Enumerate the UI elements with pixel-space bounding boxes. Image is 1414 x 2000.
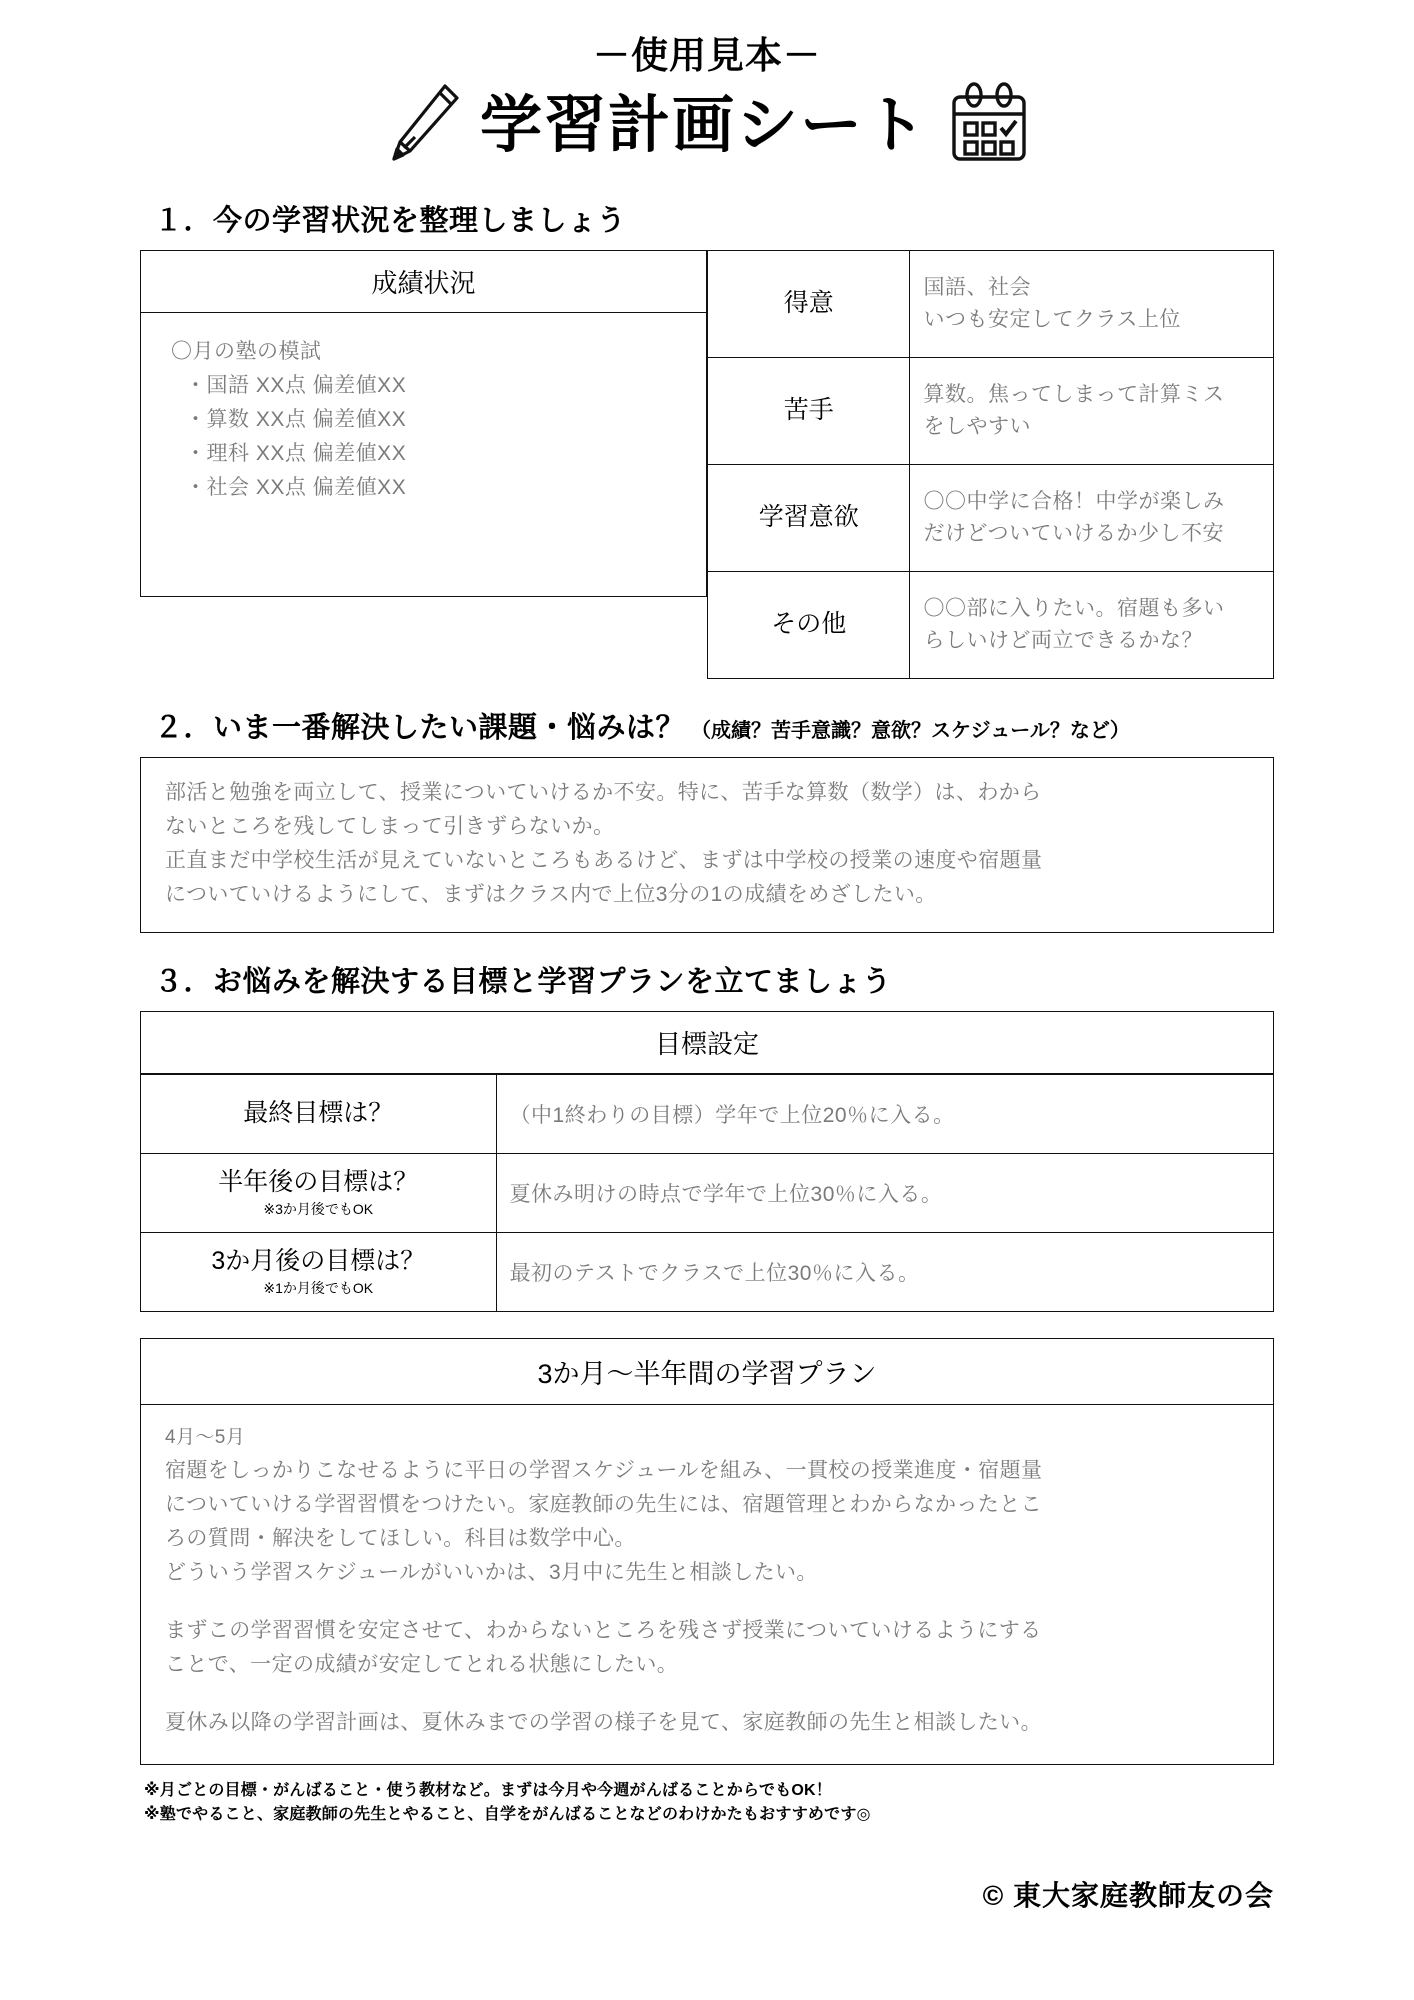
- plan-line: ろの質問・解決をしてほしい。科目は数学中心。: [165, 1526, 636, 1550]
- footer-note-1: ※月ごとの目標・がんばること・使う教材など。まずは今月や今週がんばることからでもOK！: [144, 1781, 832, 1799]
- goal-label: [141, 1232, 497, 1311]
- copyright: © 東大家庭教師友の会: [982, 1880, 1274, 1912]
- calendar-icon: [946, 81, 1032, 172]
- grades-panel: [140, 250, 707, 679]
- section3-heading: [154, 959, 1274, 1000]
- study-plan-body[interactable]: [140, 1405, 1274, 1765]
- profile-panel: [707, 250, 1274, 679]
- plan-line: 夏休み以降の学習計画は、夏休みまでの学習の様子を見て、家庭教師の先生と相談したい。: [165, 1710, 1042, 1734]
- goal-value[interactable]: （中1終わりの目標）学年で上位20％に入る。: [496, 1074, 1273, 1153]
- goal-setting-header: 目標設定: [140, 1011, 1274, 1074]
- goal-value[interactable]: 最初のテストでクラスで上位30％に入る。: [496, 1232, 1273, 1311]
- section1-table: [140, 250, 1274, 679]
- plan-line: 宿題をしっかりこなせるように平日の学習スケジュールを組み、一貫校の授業進度・宿題量: [165, 1458, 1043, 1482]
- profile-value: 〇〇中学に合格！中学が楽しみ だけどついていけるか少し不安: [910, 464, 1274, 571]
- table-row: [141, 1153, 1274, 1232]
- document-header: [140, 0, 1274, 172]
- profile-label: 学習意欲: [708, 464, 910, 571]
- table-row: [141, 1232, 1274, 1311]
- profile-label: 苦手: [708, 357, 910, 464]
- profile-value: 算数。焦ってしまって計算ミス をしやすい: [910, 357, 1274, 464]
- section2-line: についていけるようにして、まずはクラス内で上位3分の1の成績をめざしたい。: [165, 882, 937, 906]
- plan-period: 4月〜5月: [165, 1426, 246, 1448]
- goal-label-sub: ※1か月後でもOK: [263, 1279, 374, 1296]
- plan-line: まずこの学習習慣を安定させて、わからないところを残さず授業についていけるようにする: [165, 1618, 1042, 1642]
- section2-heading: [154, 705, 1274, 746]
- page-title: 学習計画シート: [479, 91, 928, 161]
- study-plan-header: 3か月〜半年間の学習プラン: [140, 1338, 1274, 1405]
- section2-line: 部活と勉強を両立して、授業についていけるか不安。特に、苦手な算数（数学）は、わから: [165, 780, 1042, 804]
- footer-note-2: ※塾でやること、家庭教師の先生とやること、自学をがんばることなどのわけかたもおすすめです◎: [144, 1806, 871, 1824]
- profile-label: その他: [708, 571, 910, 678]
- grades-line: ・算数 XX点 偏差値XX: [185, 407, 407, 431]
- table-row: [708, 571, 1274, 678]
- goal-setting-table: [140, 1074, 1274, 1312]
- section2-heading-note: （成績？苦手意識？意欲？スケジュール？など）: [691, 719, 1130, 742]
- grades-body: [140, 313, 707, 597]
- grades-line: ・社会 XX点 偏差値XX: [185, 475, 407, 499]
- header-subtitle: －使用見本－: [593, 35, 821, 76]
- profile-value: 〇〇部に入りたい。宿題も多い らしいけど両立できるかな？: [910, 571, 1274, 678]
- pencil-icon: [382, 81, 462, 172]
- section2-line: 正直まだ中学校生活が見えていないところもあるけど、まずは中学校の授業の速度や宿題量: [165, 848, 1043, 872]
- section2-heading-text: ２．いま一番解決したい課題・悩みは？: [154, 711, 686, 744]
- table-row: [708, 464, 1274, 571]
- profile-label: 得意: [708, 250, 910, 357]
- grades-line: ・国語 XX点 偏差値XX: [185, 373, 407, 397]
- section1-heading: [154, 198, 1274, 239]
- plan-line: どういう学習スケジュールがいいかは、3月中に先生と相談したい。: [165, 1560, 818, 1584]
- grades-line: 〇月の塾の模試: [171, 339, 322, 363]
- plan-spacer: [165, 1590, 1249, 1614]
- table-row: [141, 1074, 1274, 1153]
- table-row: [708, 357, 1274, 464]
- goal-label: [141, 1153, 497, 1232]
- goal-label-text: 半年後の目標は？: [218, 1168, 419, 1197]
- goal-label-text: 最終目標は？: [243, 1099, 394, 1128]
- section2-answer-box[interactable]: [140, 757, 1274, 933]
- goal-value[interactable]: 夏休み明けの時点で学年で上位30％に入る。: [496, 1153, 1273, 1232]
- plan-spacer: [165, 1682, 1249, 1706]
- goal-label-text: 3か月後の目標は？: [211, 1247, 426, 1276]
- plan-line: ことで、一定の成績が安定してとれる状態にしたい。: [165, 1652, 679, 1676]
- profile-value: 国語、社会 いつも安定してクラス上位: [910, 250, 1274, 357]
- plan-line: についていける学習習慣をつけたい。家庭教師の先生には、宿題管理とわからなかったとこ: [165, 1492, 1042, 1516]
- section2-line: ないところを残してしまって引きずらないか。: [165, 814, 615, 838]
- goal-label: [141, 1074, 497, 1153]
- grades-line: ・理科 XX点 偏差値XX: [185, 441, 407, 465]
- table-row: [708, 250, 1274, 357]
- footer-notes: [144, 1779, 1274, 1829]
- profile-table: [707, 250, 1274, 679]
- grades-header: 成績状況: [140, 250, 707, 313]
- section1-heading-text: １．今の学習状況を整理しましょう: [154, 204, 627, 237]
- goal-label-sub: ※3か月後でもOK: [263, 1200, 374, 1217]
- section3-heading-text: ３．お悩みを解決する目標と学習プランを立てましょう: [154, 965, 892, 998]
